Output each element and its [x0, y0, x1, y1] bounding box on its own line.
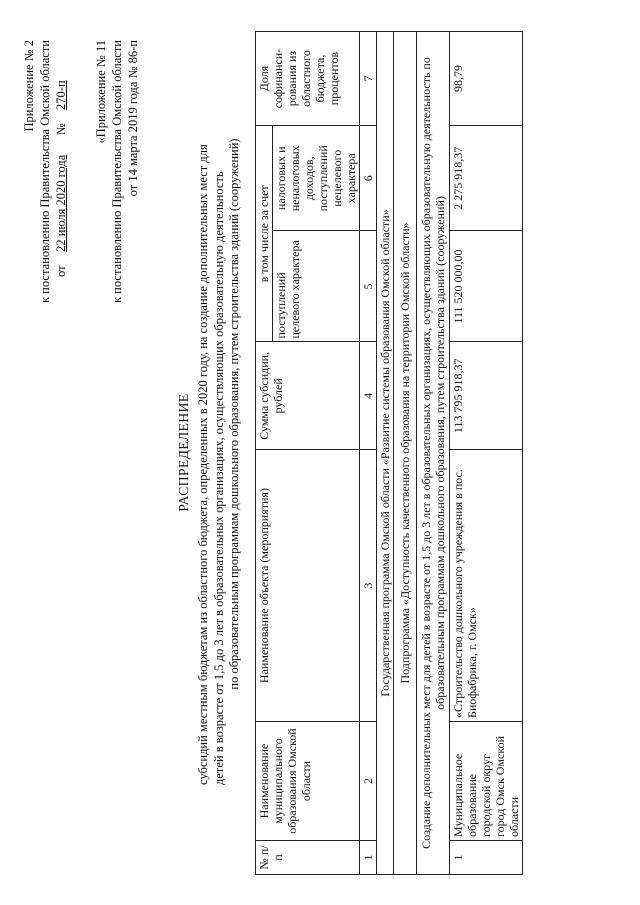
column-numbers-row	[360, 32, 377, 875]
header-share: Доля софинанси-рования из областного бюджета, процентов	[256, 32, 360, 126]
number-value: 270-п	[54, 80, 68, 110]
subtitle-line-1: субсидий местным бюджетам из областного бюджета, определенных в 2020 году, на создание дополнительных мест для	[196, 144, 210, 785]
date-value: 22 июля 2020 года	[54, 154, 68, 252]
header-including: в том числе за счет	[256, 126, 273, 342]
table-header-row	[256, 32, 273, 875]
subprogram-title: Подпрограмма «Доступность качественного образования на территории Омской области»	[394, 32, 417, 875]
page-title: РАСПРЕДЕЛЕНИЕ	[176, 393, 191, 512]
row-municipality: Муниципальное образование городской округ город Омск Омской области	[450, 722, 523, 841]
row-sum: 113 795 918,37	[450, 342, 523, 450]
orig-date: от 14 марта 2019 года № 86-п	[126, 40, 140, 197]
row-num: 1	[450, 841, 523, 875]
program-row	[377, 32, 394, 875]
appendix-label: Приложение № 2	[22, 40, 36, 132]
activity-row	[417, 32, 450, 875]
row-share: 98,79	[450, 32, 523, 126]
row-tax: 2 275 918,37	[450, 126, 523, 231]
header-municipality: Наименование муниципального образования Омской области	[256, 722, 360, 841]
col-number: 2	[360, 722, 377, 841]
appendix-to: к постановлению Правительства Омской области	[38, 40, 52, 304]
header-num: № п/п	[256, 841, 360, 875]
header-object: Наименование объекта (мероприятия)	[256, 450, 360, 722]
program-title: Государственная программа Омской области «Развитие системы образования Омской области»	[377, 32, 394, 875]
subtitle-line-2: детей в возрасте от 1,5 до 3 лет в образовательных организациях, осуществляющих образовательную деятельность	[211, 171, 226, 785]
col-number: 4	[360, 342, 377, 450]
col-number: 7	[360, 32, 377, 126]
date-prefix: от	[54, 265, 68, 277]
header-tax: налоговых и неналоговых доходов, поступлений нецелевого характера	[273, 126, 360, 231]
subtitle	[196, 43, 243, 785]
col-number: 3	[360, 450, 377, 722]
col-number: 1	[360, 841, 377, 875]
distribution-table	[255, 31, 523, 875]
row-object: «Строительство дошкольного учреждения в пос. Биофабрика, г. Омск»	[450, 450, 523, 722]
subprogram-row	[394, 32, 417, 875]
col-number: 6	[360, 126, 377, 231]
header-sum: Сумма субсидии, рублей	[256, 342, 360, 450]
subtitle-line-3: по образовательным программам дошкольного образования, путем строительства зданий (сооружений)	[227, 138, 241, 690]
activity-title: Создание дополнительных мест для детей в возрасте от 1,5 до 3 лет в образовательных организациях, осуществляющих образовательную деятельность по образовательным программам дошкольного образования, путем строительства зданий (сооружений)	[417, 32, 450, 875]
row-targeted: 111 520 000,00	[450, 231, 523, 342]
table-row	[450, 32, 523, 875]
number-prefix: №	[54, 123, 68, 136]
orig-appendix-label: «Приложение № 11	[94, 40, 108, 144]
col-number: 5	[360, 231, 377, 342]
date-line	[54, 70, 69, 277]
header-targeted: поступлений целевого характера	[273, 231, 360, 342]
orig-appendix-to: к постановлению Правительства Омской области	[110, 40, 124, 304]
